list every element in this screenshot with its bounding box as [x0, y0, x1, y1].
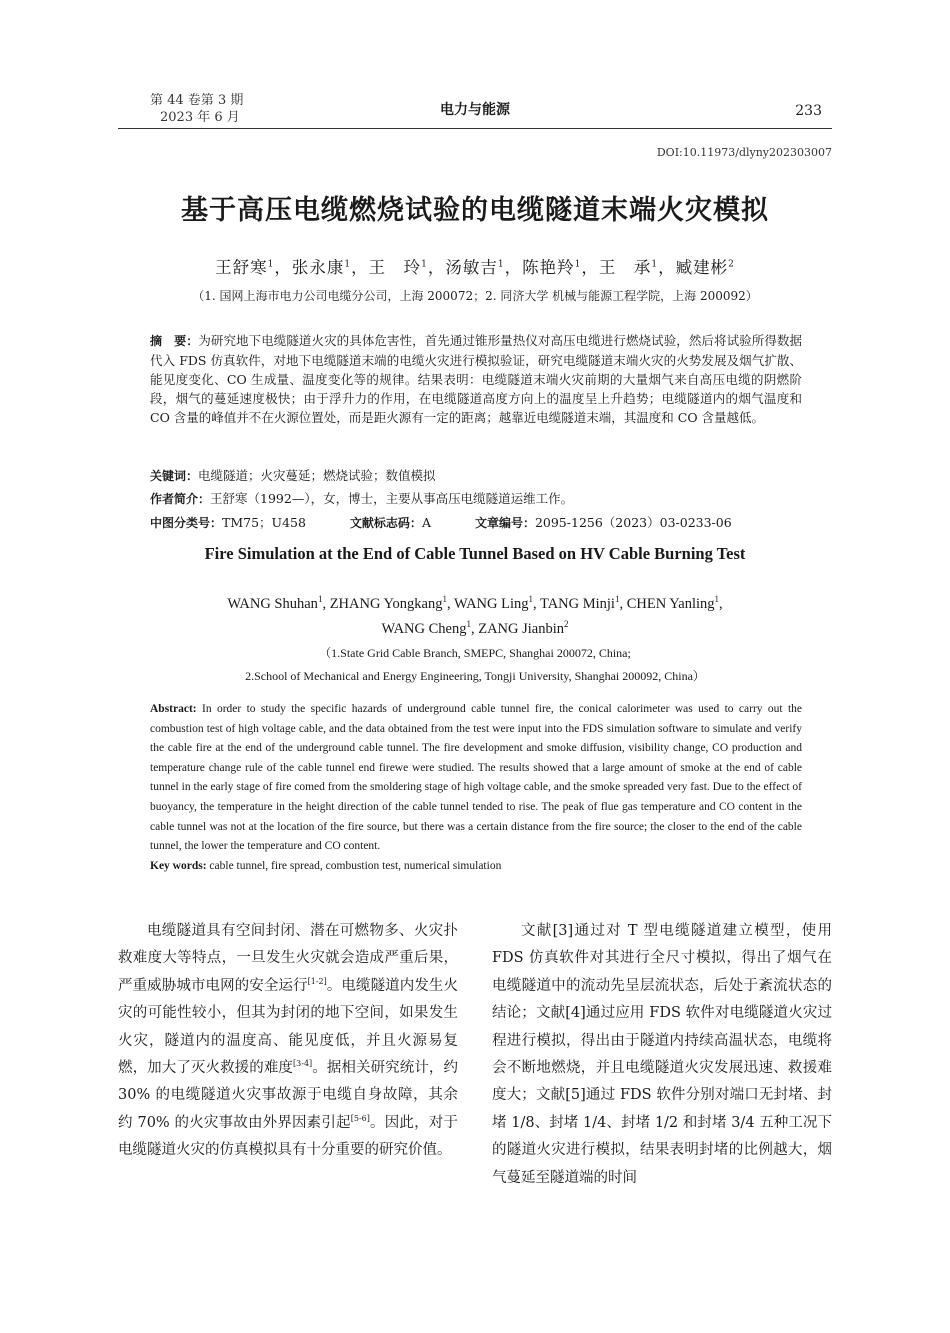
author-list: 王舒寒$^1$，张永康$^1$，王 玲$^1$，汤敏吉$^1$，陈艳羚$^1$，王 承$^1$，臧建彬$^2$	[215, 258, 735, 277]
journal-name: 电力与能源	[440, 102, 510, 118]
abstract-label: 摘 要：	[150, 334, 199, 348]
affiliations: （1. 国网上海市电力公司电缆分公司，上海 200072；2. 同济大学 机械与能源工程学院，上海 200092）	[192, 289, 758, 303]
body-text: 。据相关研究统计，约 30% 的电缆隧道火灾事故源于电缆自身故障，其余约 70% 的火灾事故由外界因素引起	[118, 1060, 459, 1131]
author-name-en: WANG Cheng	[381, 620, 467, 637]
abstract-text: 为研究地下电缆隧道火灾的具体危害性，首先通过锥形量热仪对高压电缆进行燃烧试验，然后将试验所得数据代入 FDS 仿真软件，对地下电缆隧道末端的电缆火灾进行模拟验证，研究电缆隧道末端火灾的火势发展及烟气扩散、能见度变化、CO 生成量、温度变化等的规律。结果表明：电缆隧道末端火灾前期的大量烟气来自高压电缆的阴燃阶段，烟气的蔓延速度极快；由于浮升力的作用，在电缆隧道高度方向上的温度呈上升趋势；电缆隧道内的烟气温度和 CO 含量的峰值并不在火源位置处，而是距火源有一定的距离；越靠近电缆隧道末端，其温度和 CO 含量越低。	[150, 333, 802, 425]
author-affiliation-mark: 2	[564, 619, 569, 629]
volume-issue: 第 44 卷第 3 期	[150, 93, 244, 108]
affiliation-english-1: （1.State Grid Cable Branch, SMEPC, Shanghai 200072, China;	[319, 646, 631, 660]
body-text: 电缆隧道具有空间封闭、潜在可燃物多、火灾扑救难度大等特点，一旦发生火灾就会造成严重后果，严重威胁城市电网的安全运行	[118, 923, 458, 994]
author-name-en: WANG Ling	[453, 595, 529, 612]
abstract-english	[150, 700, 802, 876]
citation: [3-4]	[293, 1059, 313, 1069]
body-text: 。电缆隧道内发生火灾的可能性较小，但其为封闭的地下空间，如果发生火灾，隧道内的温度高、能见度低，并且火源易复燃，加大了灭火救援的难度	[118, 977, 459, 1077]
author-name-en: ZHANG Yongkang	[329, 595, 443, 612]
doc-code-label: 文献标志码：	[349, 516, 422, 530]
author-affiliation-mark: 1	[614, 594, 620, 604]
author-affiliation-mark: 1	[442, 594, 447, 604]
body-column-right	[492, 918, 832, 1192]
header-divider	[118, 128, 832, 129]
body-column-left	[118, 918, 458, 1165]
citation: [5-6]	[350, 1114, 370, 1124]
clc-label: 中图分类号：	[150, 516, 223, 530]
article-number-value: 2095-1256（2023）03-0233-06	[534, 515, 732, 530]
body-paragraph: 文献[3]通过对 T 型电缆隧道建立模型，使用 FDS 仿真软件对其进行全尺寸模拟，得出了烟气在电缆隧道中的流动先呈层流状态，后处于紊流状态的结论；文献[4]通过应用 FDS 软件对电缆隧道火灾过程进行模拟，得出由于隧道内持续高温状态，电缆将会不断地燃烧，并且电缆隧道火灾发展迅速、救援难度大；文献[5]通过 FDS 软件分别对端口无封堵、封堵 1/8、封堵 1/4、封堵 1/2 和封堵 3/4 五种工况下的隧道火灾进行模拟，结果表明封堵的比例越大，烟气蔓延至隧道端的时间	[492, 923, 832, 1186]
keywords-en-label: Key words:	[150, 859, 207, 872]
affiliation-english-2: 2.School of Mechanical and Energy Engineering, Tongji University, Shanghai 200092, China）	[245, 669, 705, 683]
author-affiliation-mark: 1	[267, 259, 275, 270]
body-text: 。因此，对于电缆隧道火灾的仿真模拟具有十分重要的研究价值。	[118, 1114, 458, 1159]
author-name: 陈艳羚	[522, 258, 575, 277]
abstract-en-text: In order to study the specific hazards of underground cable tunnel fire, the conical calorimeter was used to carry out the combustion test of high voltage cable, and the data obtained from the test were input into the FDS simulation software to simulate and verify the cable fire at the end of the underground cable tunnel. The fire development and smoke diffusion, visibility change, CO production and temperature change rule of the cable tunnel end firewe were studied. The results showed that a large amount of smoke at the end of cable tunnel in the early stage of fire comed from the smoldering stage of high voltage cable, and the smoke spreaded very fast. Due to the effect of buoyancy, the temperature in the height direction of the cable tunnel tended to rise. The peak of flue gas temperature and CO content in the cable tunnel was not at the location of the fire source, but there was a certain distance from the fire source; the closer to the end of the cable tunnel, the lower the temperature and CO content.	[150, 703, 803, 853]
author-name-en: WANG Shuhan	[227, 595, 318, 612]
author-name: 汤敏吉	[445, 258, 498, 277]
keywords-label: 关键词：	[150, 469, 199, 483]
body-paragraph	[118, 918, 458, 1165]
paper-title: 基于高压电缆燃烧试验的电缆隧道末端火灾模拟	[181, 195, 769, 226]
author-affiliation-mark: 1	[466, 619, 471, 629]
abstract-chinese	[150, 331, 802, 427]
author-list-english-line1: WANG Shuhan$^1$, ZHANG Yongkang$^1$, WANG Ling$^1$, TANG Minji$^1$, CHEN Yanling$^1$,	[227, 594, 723, 612]
author-affiliation-mark: 1	[651, 259, 659, 270]
author-name-en: TANG Minji	[540, 595, 615, 612]
author-affiliation-mark: 2	[728, 259, 735, 270]
abstract-en-label: Abstract:	[150, 703, 197, 715]
author-name: 王 承	[598, 258, 652, 277]
author-affiliation-mark: 1	[714, 594, 720, 604]
author-name: 王 玲	[368, 258, 422, 277]
author-bio-label: 作者简介：	[150, 492, 211, 506]
author-list-english-line2: WANG Cheng$^1$, ZANG Jianbin$^2$	[381, 619, 569, 637]
classification-line	[150, 513, 732, 531]
author-affiliation-mark: 1	[317, 594, 323, 604]
doc-code-value: A	[421, 515, 431, 530]
author-affiliation-mark: 1	[497, 259, 505, 270]
keywords-en-text: cable tunnel, fire spread, combustion test, numerical simulation	[209, 859, 502, 872]
author-name: 张永康	[291, 258, 345, 277]
publication-date: 2023 年 6 月	[160, 110, 240, 125]
author-bio	[150, 489, 573, 507]
author-name-en: ZANG Jianbin	[478, 620, 565, 637]
paper-title-english: Fire Simulation at the End of Cable Tunnel Based on HV Cable Burning Test	[204, 544, 746, 563]
author-bio-text: 王舒寒（1992—），女，博士，主要从事高压电缆隧道运维工作。	[210, 491, 574, 506]
doi: DOI:10.11973/dlyny202303007	[656, 146, 832, 159]
author-affiliation-mark: 1	[574, 259, 582, 270]
keywords-text: 电缆隧道；火灾蔓延；燃烧试验；数值模拟	[198, 468, 436, 483]
author-name: 王舒寒	[215, 258, 268, 277]
citation: [1-2]	[307, 976, 327, 986]
page-number: 233	[795, 103, 822, 119]
author-affiliation-mark: 1	[344, 259, 352, 270]
author-affiliation-mark: 1	[528, 594, 533, 604]
author-name-en: CHEN Yanling	[626, 595, 715, 612]
article-number-label: 文章编号：	[474, 516, 535, 530]
author-name: 臧建彬	[675, 258, 729, 277]
author-affiliation-mark: 1	[421, 259, 428, 270]
keywords-chinese	[150, 466, 436, 484]
clc-value: TM75；U458	[222, 515, 306, 530]
